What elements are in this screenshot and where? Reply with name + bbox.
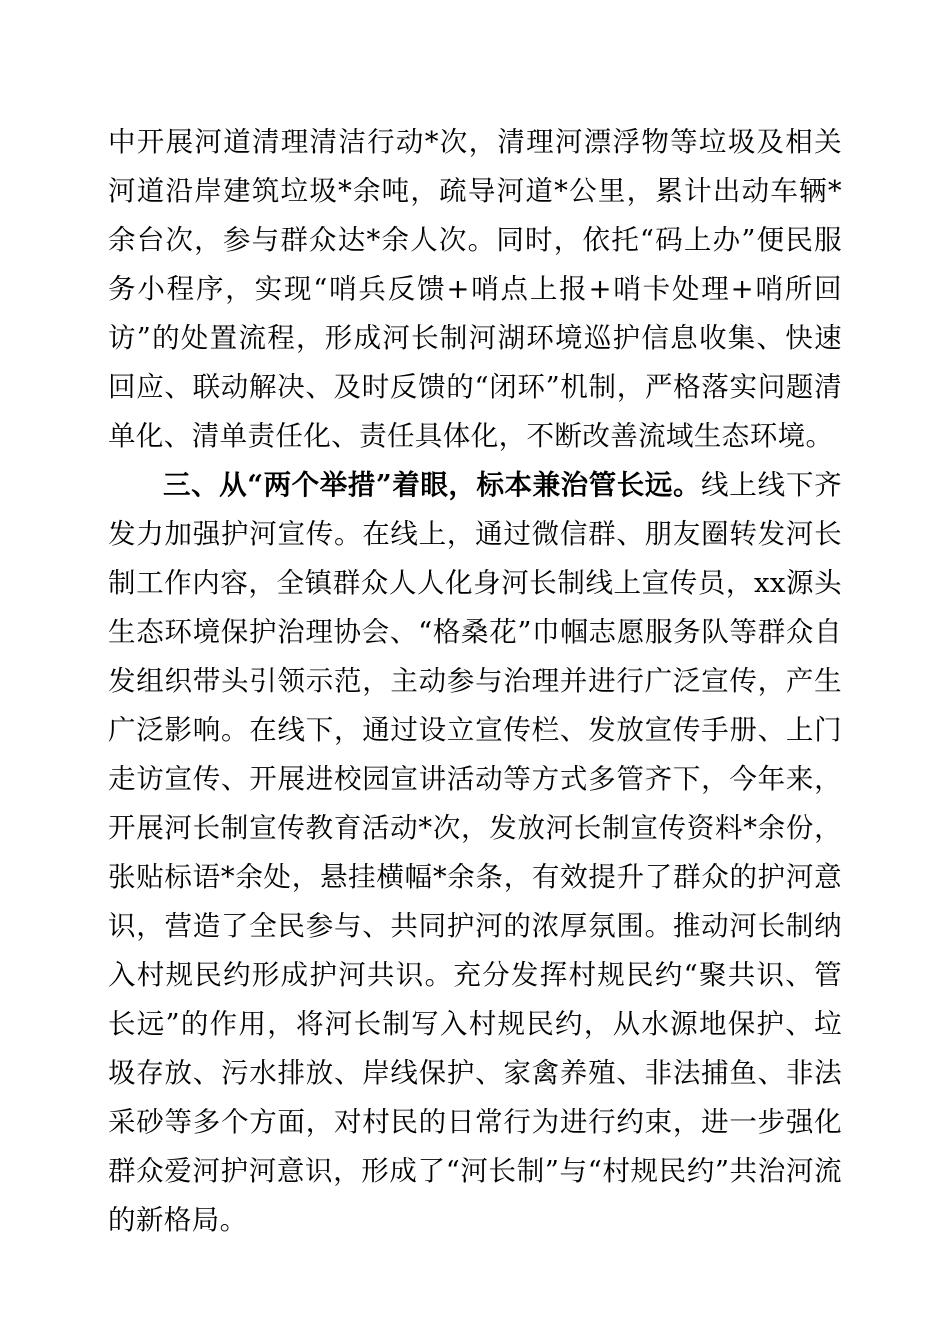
section-heading-three: 三、从“两个举措”着眼，标本兼治管长远。 bbox=[163, 469, 702, 501]
paragraph-2-text: 线上线下齐发力加强护河宣传。在线上，通过微信群、朋友圈转发河长制工作内容，全镇群众人人化身河长制线上宣传员，xx源头生态环境保护治理协会、“格桑花”巾帼志愿服务队等群众自发组织带头引领示范，主动参与治理并进行广泛宣传，产生广泛影响。在线下，通过设立宣传栏、发放宣传手册、上门走访宣传、开展进校园宣讲活动等方式多管齐下，今年来，开展河长制宣传教育活动*次，发放河长制宣传资料*余份，张贴标语*余处，悬挂横幅*余条，有效提升了群众的护河意识，营造了全民参与、共同护河的浓厚氛围。推动河长制纳入村规民约形成护河共识。充分发挥村规民约“聚共识、管长远”的作用，将河长制写入村规民约，从水源地保护、垃圾存放、污水排放、岸线保护、家禽养殖、非法捕鱼、非法采砂等多个方面，对村民的日常行为进行约束，进一步强化群众爱河护河意识，形成了“河长制”与“村规民约”共治河流的新格局。 bbox=[108, 469, 843, 1236]
paragraph-1-text: 中开展河道清理清洁行动*次，清理河漂浮物等垃圾及相关河道沿岸建筑垃圾*余吨，疏导河道*公里，累计出动车辆*余台次，参与群众达*余人次。同时，依托“码上办”便民服务小程序，实现“哨兵反馈+哨点上报+哨卡处理+哨所回访”的处置流程，形成河长制河湖环境巡护信息收集、快速回应、联动解决、及时反馈的“闭环”机制，严格落实问题清单化、清单责任化、责任具体化，不断改善流域生态环境。 bbox=[108, 126, 842, 452]
paragraph-2 bbox=[108, 461, 842, 1245]
paragraph-1 bbox=[108, 118, 842, 461]
document-body bbox=[108, 118, 842, 1245]
